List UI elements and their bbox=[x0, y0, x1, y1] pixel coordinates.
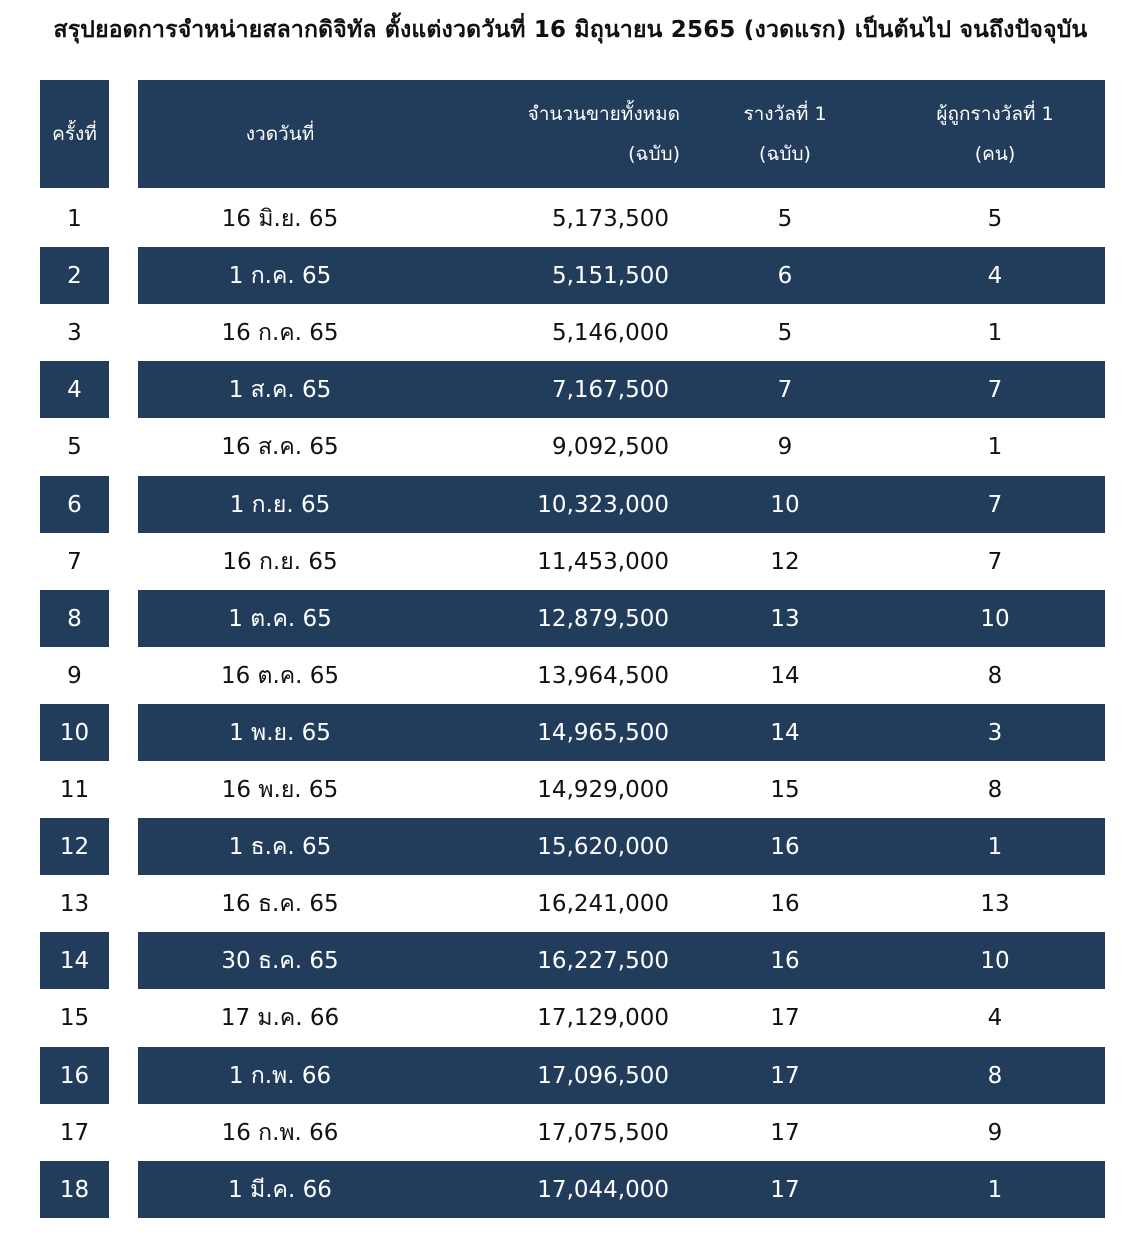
cell-prize1: 13 bbox=[770, 605, 800, 632]
cell-no: 4 bbox=[67, 376, 82, 403]
table-row bbox=[40, 989, 1105, 1046]
cell-winners: 1 bbox=[987, 1176, 1003, 1203]
cell-no: 9 bbox=[67, 662, 82, 689]
cell-winners: 4 bbox=[987, 1004, 1003, 1031]
table-row bbox=[40, 190, 1105, 247]
cell-date: 16 พ.ย. 65 bbox=[221, 776, 339, 803]
table-row bbox=[40, 1104, 1105, 1161]
cell-no: 3 bbox=[67, 319, 82, 346]
cell-sales: 16,241,000 bbox=[537, 890, 669, 917]
cell-date: 1 ก.พ. 66 bbox=[228, 1062, 332, 1089]
cell-winners: 3 bbox=[987, 719, 1003, 746]
cell-prize1: 6 bbox=[777, 262, 793, 289]
header-winners-line1: ผู้ถูกรางวัลที่ 1 bbox=[936, 103, 1054, 125]
page-title: สรุปยอดการจำหน่ายสลากดิจิทัล ตั้งแต่งวดวันที่ 16 มิถุนายน 2565 (งวดแรก) เป็นต้นไป จนถึงปัจจุบัน bbox=[53, 17, 1088, 43]
cell-date: 16 ต.ค. 65 bbox=[220, 662, 340, 689]
header-date: งวดวันที่ bbox=[245, 123, 315, 145]
cell-no: 12 bbox=[59, 833, 90, 860]
table-row bbox=[40, 247, 1105, 304]
cell-prize1: 16 bbox=[770, 947, 800, 974]
cell-prize1: 10 bbox=[770, 491, 800, 518]
table-row bbox=[40, 761, 1105, 818]
cell-winners: 8 bbox=[987, 1062, 1003, 1089]
cell-sales: 14,929,000 bbox=[537, 776, 669, 803]
cell-no: 18 bbox=[59, 1176, 90, 1203]
cell-date: 1 ธ.ค. 65 bbox=[228, 833, 332, 860]
cell-date: 1 ส.ค. 65 bbox=[228, 376, 332, 403]
cell-winners: 5 bbox=[987, 205, 1003, 232]
table-row bbox=[40, 533, 1105, 590]
table-row bbox=[40, 1161, 1105, 1218]
cell-date: 1 ก.ค. 65 bbox=[228, 262, 332, 289]
cell-prize1: 17 bbox=[770, 1176, 800, 1203]
cell-no: 8 bbox=[67, 605, 82, 632]
cell-sales: 17,129,000 bbox=[537, 1004, 669, 1031]
cell-prize1: 5 bbox=[777, 205, 793, 232]
cell-no: 16 bbox=[59, 1062, 90, 1089]
cell-winners: 9 bbox=[987, 1119, 1003, 1146]
header-prize1-line2: (ฉบับ) bbox=[759, 143, 811, 165]
header-winners-line2: (คน) bbox=[974, 143, 1016, 165]
cell-sales: 5,173,500 bbox=[551, 205, 669, 232]
table-row bbox=[40, 590, 1105, 647]
cell-date: 1 มี.ค. 66 bbox=[228, 1176, 332, 1203]
cell-no: 14 bbox=[59, 947, 90, 974]
cell-prize1: 17 bbox=[770, 1004, 800, 1031]
cell-no: 2 bbox=[67, 262, 82, 289]
cell-no: 15 bbox=[59, 1004, 90, 1031]
table-row bbox=[40, 875, 1105, 932]
header-no: ครั้งที่ bbox=[52, 123, 97, 145]
cell-winners: 1 bbox=[987, 833, 1003, 860]
cell-sales: 10,323,000 bbox=[537, 491, 669, 518]
cell-no: 11 bbox=[59, 776, 90, 803]
cell-no: 6 bbox=[67, 491, 82, 518]
cell-winners: 7 bbox=[987, 376, 1003, 403]
cell-date: 16 มิ.ย. 65 bbox=[221, 205, 339, 232]
table-row bbox=[40, 818, 1105, 875]
header-sales-line2: (ฉบับ) bbox=[628, 143, 680, 165]
cell-date: 1 พ.ย. 65 bbox=[229, 719, 331, 746]
cell-sales: 15,620,000 bbox=[537, 833, 669, 860]
cell-date: 1 ก.ย. 65 bbox=[229, 491, 331, 518]
cell-winners: 8 bbox=[987, 662, 1003, 689]
cell-winners: 1 bbox=[987, 433, 1003, 460]
cell-sales: 7,167,500 bbox=[551, 376, 669, 403]
cell-prize1: 12 bbox=[770, 548, 800, 575]
cell-prize1: 15 bbox=[770, 776, 800, 803]
cell-winners: 1 bbox=[987, 319, 1003, 346]
cell-no: 7 bbox=[67, 548, 82, 575]
cell-sales: 16,227,500 bbox=[537, 947, 669, 974]
cell-date: 16 ธ.ค. 65 bbox=[221, 890, 339, 917]
header-prize1 bbox=[720, 80, 850, 188]
cell-prize1: 17 bbox=[770, 1062, 800, 1089]
table-row bbox=[40, 1047, 1105, 1104]
cell-prize1: 14 bbox=[770, 662, 800, 689]
cell-sales: 17,096,500 bbox=[537, 1062, 669, 1089]
cell-winners: 13 bbox=[980, 890, 1010, 917]
cell-prize1: 16 bbox=[770, 833, 800, 860]
cell-winners: 7 bbox=[987, 491, 1003, 518]
cell-winners: 4 bbox=[987, 262, 1003, 289]
table-row bbox=[40, 476, 1105, 533]
cell-no: 13 bbox=[59, 890, 90, 917]
cell-date: 16 ส.ค. 65 bbox=[221, 433, 339, 460]
cell-sales: 5,146,000 bbox=[551, 319, 669, 346]
cell-date: 16 ก.ย. 65 bbox=[222, 548, 338, 575]
cell-date: 16 ก.ค. 65 bbox=[221, 319, 339, 346]
header-prize1-line1: รางวัลที่ 1 bbox=[743, 103, 827, 125]
cell-no: 17 bbox=[59, 1119, 90, 1146]
cell-prize1: 16 bbox=[770, 890, 800, 917]
header-sales-line1: จำนวนขายทั้งหมด bbox=[527, 103, 680, 125]
header-winners bbox=[910, 80, 1080, 188]
cell-no: 5 bbox=[67, 433, 82, 460]
cell-no: 1 bbox=[67, 205, 82, 232]
table-header bbox=[40, 80, 1105, 188]
cell-sales: 12,879,500 bbox=[537, 605, 669, 632]
cell-prize1: 7 bbox=[777, 376, 793, 403]
table-row bbox=[40, 361, 1105, 418]
cell-prize1: 9 bbox=[777, 433, 793, 460]
cell-sales: 5,151,500 bbox=[551, 262, 669, 289]
cell-date: 17 ม.ค. 66 bbox=[220, 1004, 340, 1031]
cell-winners: 8 bbox=[987, 776, 1003, 803]
table-row bbox=[40, 704, 1105, 761]
table-row bbox=[40, 418, 1105, 475]
cell-winners: 10 bbox=[980, 605, 1010, 632]
cell-winners: 10 bbox=[980, 947, 1010, 974]
table-row bbox=[40, 932, 1105, 989]
cell-date: 1 ต.ค. 65 bbox=[228, 605, 332, 632]
cell-sales: 17,044,000 bbox=[537, 1176, 669, 1203]
table-row bbox=[40, 647, 1105, 704]
cell-sales: 9,092,500 bbox=[551, 433, 669, 460]
table-row bbox=[40, 304, 1105, 361]
cell-winners: 7 bbox=[987, 548, 1003, 575]
cell-sales: 17,075,500 bbox=[537, 1119, 669, 1146]
cell-date: 30 ธ.ค. 65 bbox=[221, 947, 339, 974]
cell-prize1: 14 bbox=[770, 719, 800, 746]
cell-sales: 11,453,000 bbox=[537, 548, 669, 575]
header-sales bbox=[460, 80, 680, 188]
cell-sales: 13,964,500 bbox=[537, 662, 669, 689]
cell-date: 16 ก.พ. 66 bbox=[221, 1119, 339, 1146]
cell-sales: 14,965,500 bbox=[537, 719, 669, 746]
cell-prize1: 17 bbox=[770, 1119, 800, 1146]
cell-prize1: 5 bbox=[777, 319, 793, 346]
cell-no: 10 bbox=[59, 719, 90, 746]
